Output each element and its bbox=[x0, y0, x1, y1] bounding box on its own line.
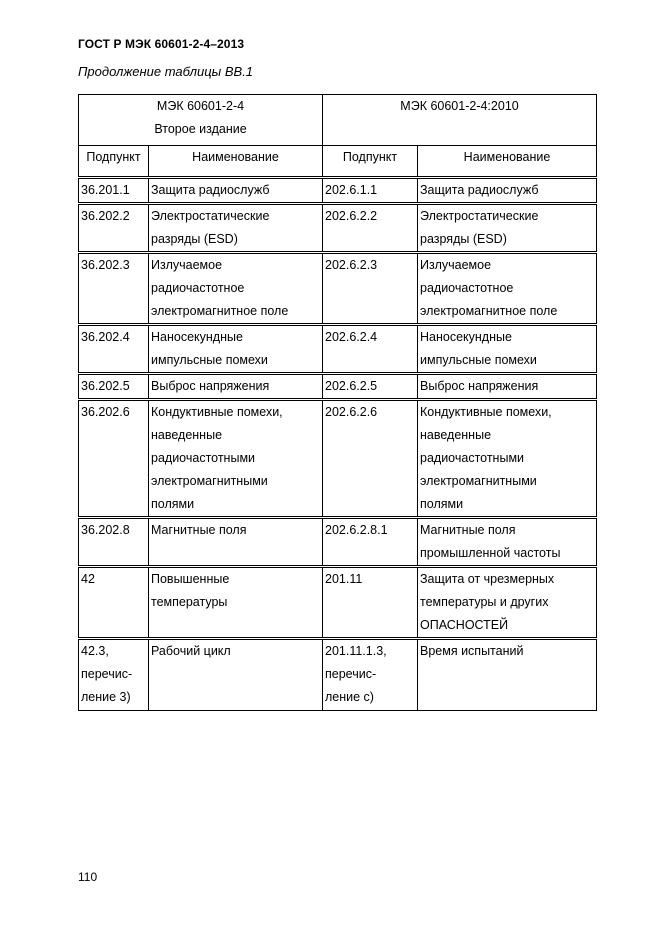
table-row bbox=[79, 253, 597, 325]
cell-text: 201.11.1.3, bbox=[325, 644, 387, 658]
table-row bbox=[79, 400, 597, 518]
cell-text: 202.6.2.4 bbox=[325, 330, 378, 344]
cell-text: Выброс напряжения bbox=[151, 379, 270, 393]
table-cell bbox=[149, 567, 323, 639]
comparison-table bbox=[78, 94, 597, 711]
table-cell bbox=[323, 204, 418, 253]
column-header: Подпункт bbox=[79, 146, 149, 178]
group-header-row bbox=[79, 95, 597, 146]
table-cell bbox=[418, 253, 597, 325]
table-row bbox=[79, 204, 597, 253]
table-cell bbox=[323, 178, 418, 204]
cell-text: Защита от чрезмерных bbox=[420, 572, 555, 586]
cell-text: импульсные помехи bbox=[151, 353, 268, 367]
cell-text: Излучаемое bbox=[420, 258, 492, 272]
table-cell bbox=[79, 567, 149, 639]
table-continuation-caption: Продолжение таблицы ВВ.1 bbox=[78, 64, 254, 79]
group-right-line: МЭК 60601-2-4:2010 bbox=[400, 99, 519, 113]
table-cell bbox=[149, 400, 323, 518]
cell-text: 36.202.3 bbox=[81, 258, 130, 272]
cell-text: 202.6.2.3 bbox=[325, 258, 378, 272]
column-header: Подпункт bbox=[323, 146, 418, 178]
table-cell bbox=[79, 400, 149, 518]
cell-text: промышленной частоты bbox=[420, 546, 561, 560]
group-header-left bbox=[79, 95, 323, 146]
table-cell bbox=[418, 178, 597, 204]
table-cell bbox=[323, 639, 418, 711]
cell-text: электромагнитное поле bbox=[420, 304, 558, 318]
cell-text: радиочастотное bbox=[420, 281, 514, 295]
cell-text: электромагнитными bbox=[151, 474, 268, 488]
cell-text: Электростатические bbox=[151, 209, 270, 223]
group-header-right bbox=[323, 95, 597, 146]
group-left-line: Второе издание bbox=[154, 122, 247, 136]
table-cell bbox=[79, 325, 149, 374]
cell-text: Кондуктивные помехи, bbox=[420, 405, 552, 419]
table-row bbox=[79, 639, 597, 711]
cell-text: разряды (ESD) bbox=[151, 232, 238, 246]
cell-text: Повышенные bbox=[151, 572, 230, 586]
cell-text: радиочастотное bbox=[151, 281, 245, 295]
cell-text: полями bbox=[420, 497, 464, 511]
column-header: Наименование bbox=[149, 146, 323, 178]
table-row bbox=[79, 374, 597, 400]
table-row bbox=[79, 567, 597, 639]
table-cell bbox=[79, 374, 149, 400]
cell-text: температуры bbox=[151, 595, 228, 609]
table-cell bbox=[149, 639, 323, 711]
table-cell bbox=[79, 204, 149, 253]
table-cell bbox=[323, 400, 418, 518]
cell-text: наведенные bbox=[151, 428, 223, 442]
cell-text: 202.6.2.5 bbox=[325, 379, 378, 393]
table-cell bbox=[323, 567, 418, 639]
table-cell bbox=[323, 374, 418, 400]
cell-text: полями bbox=[151, 497, 195, 511]
table-cell bbox=[79, 639, 149, 711]
table-row bbox=[79, 325, 597, 374]
column-header-row bbox=[79, 146, 597, 178]
cell-text: Кондуктивные помехи, bbox=[151, 405, 283, 419]
table-cell bbox=[149, 325, 323, 374]
cell-text: Магнитные поля bbox=[151, 523, 247, 537]
cell-text: Электростатические bbox=[420, 209, 539, 223]
cell-text: 36.202.8 bbox=[81, 523, 130, 537]
table-cell bbox=[79, 253, 149, 325]
cell-text: 36.201.1 bbox=[81, 183, 130, 197]
table-cell bbox=[323, 325, 418, 374]
cell-text: Наносекундные bbox=[151, 330, 243, 344]
table-cell bbox=[418, 400, 597, 518]
table-cell bbox=[79, 518, 149, 567]
cell-text: радиочастотными bbox=[151, 451, 256, 465]
cell-text: ление c) bbox=[325, 690, 374, 704]
cell-text: электромагнитными bbox=[420, 474, 537, 488]
cell-text: 36.202.6 bbox=[81, 405, 130, 419]
table-cell bbox=[149, 518, 323, 567]
table-cell bbox=[418, 325, 597, 374]
cell-text: ОПАСНОСТЕЙ bbox=[420, 618, 509, 632]
table-cell bbox=[323, 253, 418, 325]
table-cell bbox=[418, 567, 597, 639]
cell-text: 36.202.4 bbox=[81, 330, 130, 344]
cell-text: импульсные помехи bbox=[420, 353, 537, 367]
document-header: ГОСТ Р МЭК 60601-2-4–2013 bbox=[78, 37, 245, 51]
table-cell bbox=[149, 374, 323, 400]
cell-text: 42 bbox=[81, 572, 95, 586]
table-row bbox=[79, 518, 597, 567]
cell-text: Защита радиослужб bbox=[420, 183, 539, 197]
column-header: Наименование bbox=[418, 146, 597, 178]
cell-text: Излучаемое bbox=[151, 258, 223, 272]
cell-text: радиочастотными bbox=[420, 451, 525, 465]
cell-text: разряды (ESD) bbox=[420, 232, 507, 246]
cell-text: 202.6.2.6 bbox=[325, 405, 378, 419]
table-cell bbox=[418, 518, 597, 567]
table-cell bbox=[323, 518, 418, 567]
cell-text: перечис- bbox=[325, 667, 377, 681]
cell-text: Наносекундные bbox=[420, 330, 512, 344]
table-cell bbox=[418, 374, 597, 400]
cell-text: температуры и других bbox=[420, 595, 549, 609]
cell-text: 36.202.2 bbox=[81, 209, 130, 223]
table-cell bbox=[149, 178, 323, 204]
cell-text: Магнитные поля bbox=[420, 523, 516, 537]
cell-text: Защита радиослужб bbox=[151, 183, 270, 197]
table-cell bbox=[418, 204, 597, 253]
table-row bbox=[79, 178, 597, 204]
table-cell bbox=[149, 204, 323, 253]
cell-text: 202.6.1.1 bbox=[325, 183, 378, 197]
cell-text: 42.3, bbox=[81, 644, 109, 658]
cell-text: 36.202.5 bbox=[81, 379, 130, 393]
cell-text: наведенные bbox=[420, 428, 492, 442]
page-number: 110 bbox=[78, 870, 98, 884]
cell-text: 201.11 bbox=[325, 572, 363, 586]
cell-text: Время испытаний bbox=[420, 644, 524, 658]
table-cell bbox=[418, 639, 597, 711]
table-cell bbox=[149, 253, 323, 325]
cell-text: электромагнитное поле bbox=[151, 304, 289, 318]
table-cell bbox=[79, 178, 149, 204]
cell-text: 202.6.2.2 bbox=[325, 209, 378, 223]
group-left-line: МЭК 60601-2-4 bbox=[156, 99, 245, 113]
cell-text: ление 3) bbox=[81, 690, 131, 704]
cell-text: Рабочий цикл bbox=[151, 644, 231, 658]
cell-text: 202.6.2.8.1 bbox=[325, 523, 388, 537]
cell-text: перечис- bbox=[81, 667, 133, 681]
cell-text: Выброс напряжения bbox=[420, 379, 539, 393]
